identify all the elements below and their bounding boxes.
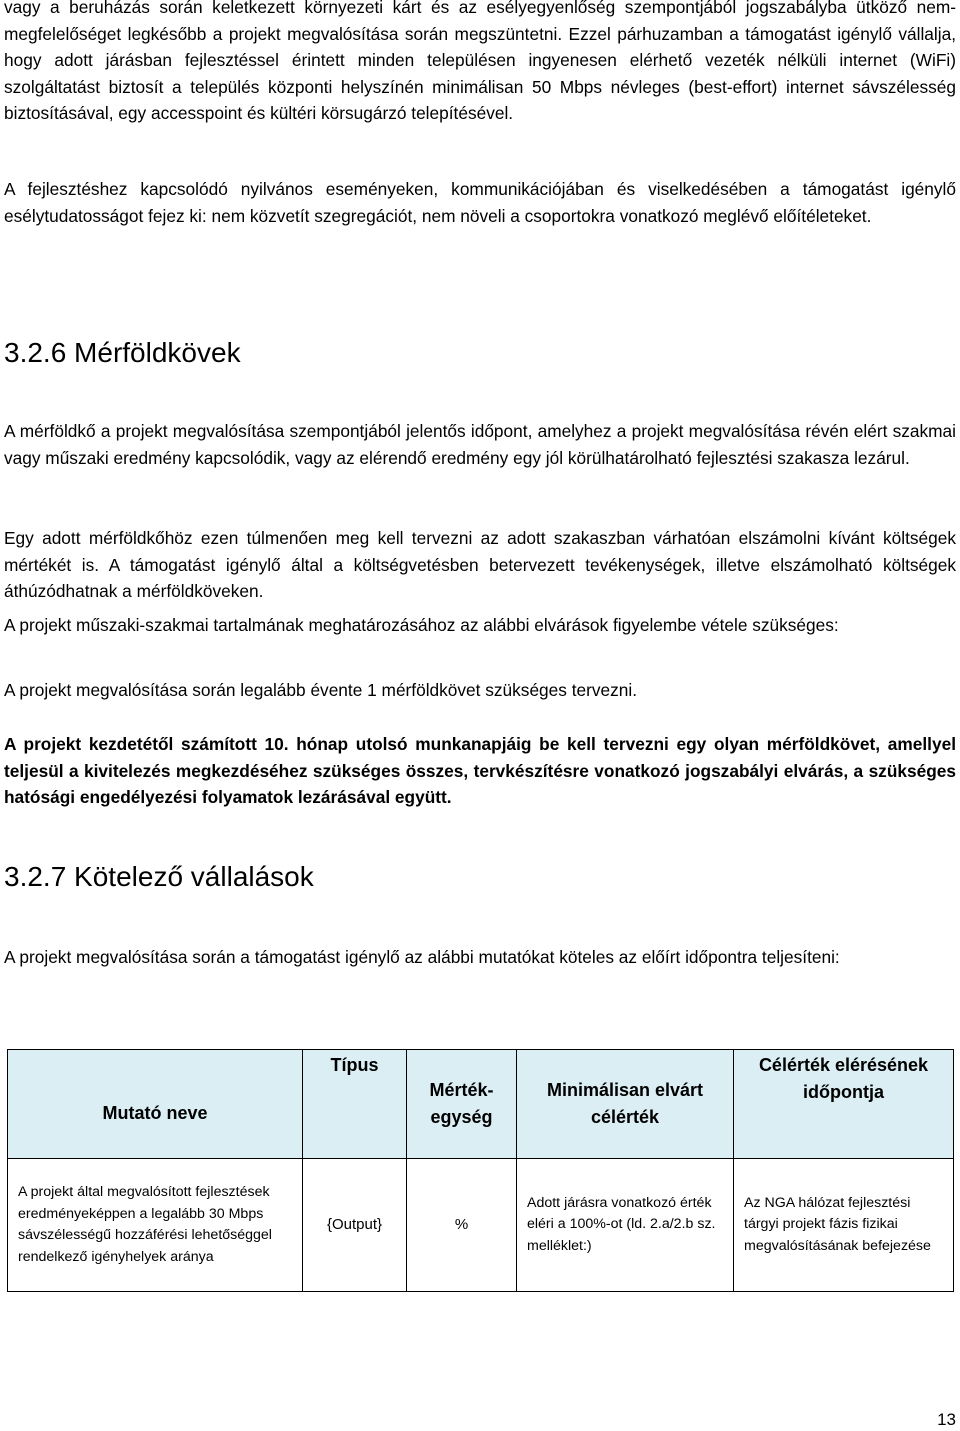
section-heading-commitments: 3.2.7 Kötelező vállalások <box>4 861 314 892</box>
cell-indicator-name: A projekt által megvalósított fejlesztések eredményeképpen a legalább 30 Mbps sávszélességű hozzáférési lehetőséggel rendelkező igényhelyek aránya <box>8 1159 303 1292</box>
indicator-table <box>7 1049 954 1292</box>
indicator-table-header-row <box>8 1050 954 1159</box>
header-type: Típus <box>303 1050 407 1159</box>
header-minimum-target: Minimálisan elvárt célérték <box>517 1050 734 1159</box>
paragraph-milestone-costs: Egy adott mérföldkőhöz ezen túlmenően meg kell tervezni az adott szakaszban várhatóan elszámolni kívánt költségek mértékét is. A támogatást igénylő által a költségvetésben betervezett tevékenységek, illetve elszámolható költségek áthúzódhatnak a mérföldköveken. <box>4 528 956 601</box>
paragraph-milestone-definition: A mérföldkő a projekt megvalósítása szempontjából jelentős időpont, amelyhez a projekt megvalósítása révén elért szakmai vagy műszaki eredmény kapcsolódik, vagy az elérendő eredmény egy jól körülhatárolható fejlesztési szakasza lezárul. <box>4 421 956 468</box>
paragraph-tenth-month-milestone: A projekt kezdetétől számított 10. hónap utolsó munkanapjáig be kell tervezni egy olyan mérföldkövet, amellyel teljesül a kivitelezés megkezdéséhez szükséges összes, tervkészítésre vonatkozó jogszabályi elvárás, a szükséges hatósági engedélyezési folyamatok lezárásával együtt. <box>4 734 956 807</box>
paragraph-environment: vagy a beruházás során keletkezett környezeti kárt és az esélyegyenlőség szempontjából jogszabályba ütköző nem-megfelelőséget legkésőbb a projekt megvalósítása során megszüntetni. Ezzel párhuzamban a támogatást igénylő vállalja, hogy adott járásban fejlesztéssel érintett minden településen ingyenesen elérhető vezeték nélküli internet (WiFi) szolgáltatást biztosít a település központi helyszínén minimálisan 50 Mbps névleges (best-effort) internet sávszélesség biztosításával, egy accesspoint és kültéri körsugárzó telepítésével. <box>4 0 956 123</box>
cell-target-date: Az NGA hálózat fejlesztési tárgyi projekt fázis fizikai megvalósításának befejezése <box>734 1159 954 1292</box>
header-indicator-name: Mutató neve <box>8 1050 303 1159</box>
paragraph-yearly-milestone: A projekt megvalósítása során legalább évente 1 mérföldkövet szükséges tervezni. <box>4 680 638 700</box>
paragraph-requirements-intro: A projekt műszaki-szakmai tartalmának meghatározásához az alábbi elvárások figyelembe vétele szükséges: <box>4 615 839 635</box>
paragraph-indicators-intro: A projekt megvalósítása során a támogatást igénylő az alábbi mutatókat köteles az előírt időpontra teljesíteni: <box>4 947 840 967</box>
cell-type: {Output} <box>303 1159 407 1292</box>
cell-minimum-target: Adott járásra vonatkozó érték eléri a 100%-ot (ld. 2.a/2.b sz. melléklet:) <box>517 1159 734 1292</box>
header-target-date: Célérték elérésének időpontja <box>734 1050 954 1159</box>
cell-unit: % <box>407 1159 517 1292</box>
paragraph-equal-opportunity: A fejlesztéshez kapcsolódó nyilvános eseményeken, kommunikációjában és viselkedésében a támogatást igénylő esélytudatosságot fejez ki: nem közvetít szegregációt, nem növeli a csoportokra vonatkozó meglévő előítéleteket. <box>4 179 956 226</box>
header-unit: Mérték-egység <box>407 1050 517 1159</box>
page-number: 13 <box>937 1410 956 1429</box>
table-row <box>8 1159 954 1292</box>
section-heading-milestones: 3.2.6 Mérföldkövek <box>4 337 241 368</box>
